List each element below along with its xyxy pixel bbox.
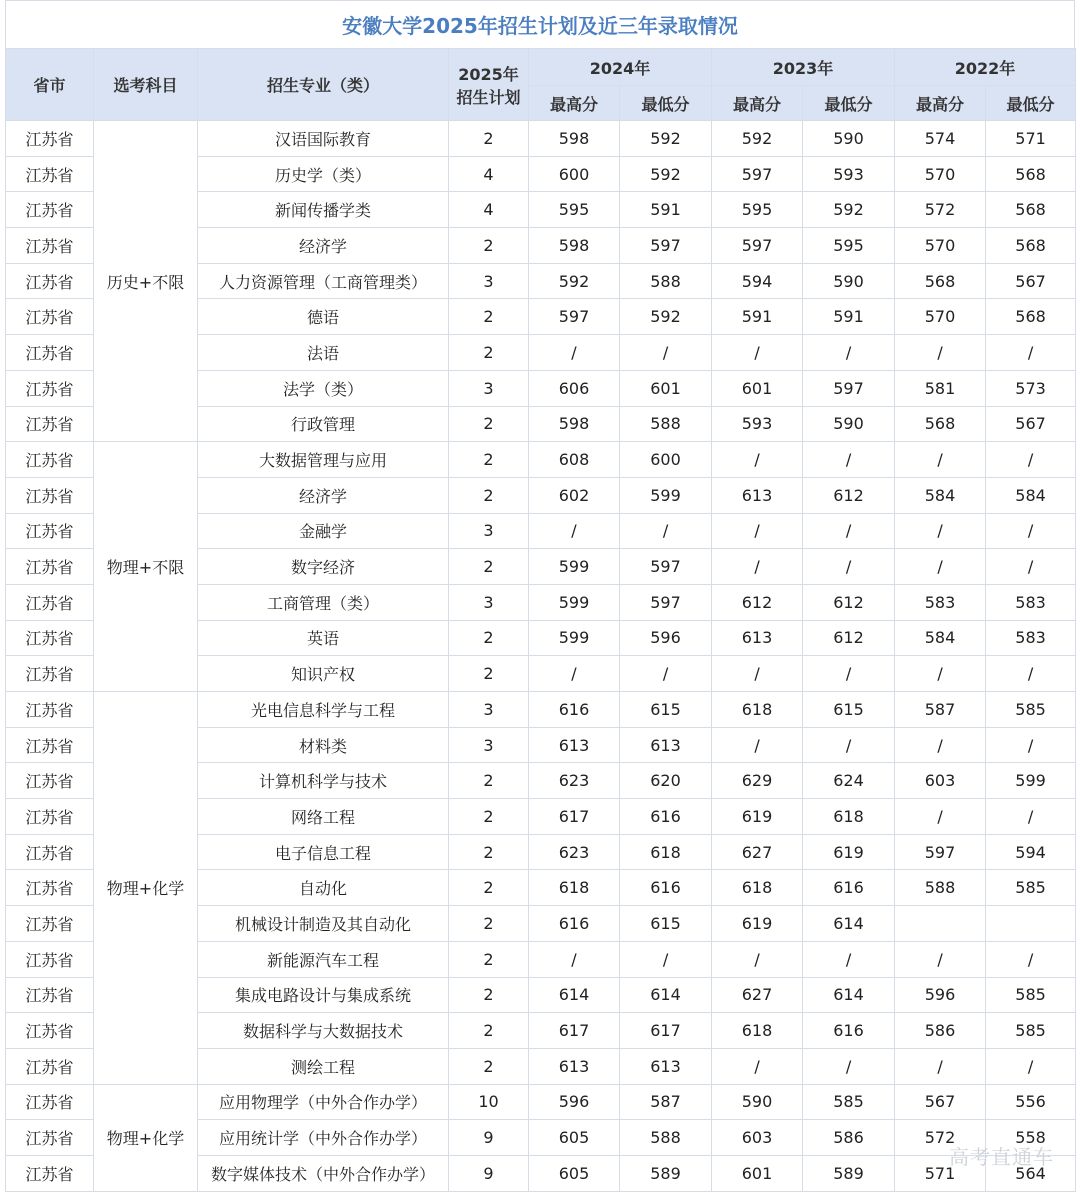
plan-cell: 2 (449, 228, 529, 264)
score-cell: / (620, 513, 712, 549)
score-cell: 616 (620, 870, 712, 906)
score-cell: 567 (986, 263, 1076, 299)
score-cell: / (986, 727, 1076, 763)
header-max: 最高分 (712, 86, 803, 121)
score-cell: / (712, 335, 803, 371)
major-cell: 英语 (198, 620, 449, 656)
score-cell: / (620, 941, 712, 977)
score-cell: 615 (620, 692, 712, 728)
score-cell: / (895, 941, 986, 977)
score-cell: / (712, 513, 803, 549)
plan-cell: 10 (449, 1084, 529, 1120)
plan-cell: 2 (449, 477, 529, 513)
page-title: 安徽大学2025年招生计划及近三年录取情况 (5, 0, 1075, 48)
plan-cell: 2 (449, 442, 529, 478)
score-cell: 588 (620, 406, 712, 442)
plan-cell: 3 (449, 370, 529, 406)
score-cell: 596 (529, 1084, 620, 1120)
score-cell: 614 (529, 977, 620, 1013)
province-cell: 江苏省 (6, 906, 94, 942)
province-cell: 江苏省 (6, 513, 94, 549)
table-row (6, 442, 1076, 478)
score-cell: 600 (529, 156, 620, 192)
score-cell: 614 (803, 977, 895, 1013)
header-major: 招生专业（类） (198, 49, 449, 121)
score-cell: 615 (620, 906, 712, 942)
score-cell: 619 (803, 834, 895, 870)
score-cell: 583 (895, 584, 986, 620)
score-cell: 602 (529, 477, 620, 513)
score-cell: 592 (712, 121, 803, 157)
score-cell: 624 (803, 763, 895, 799)
score-cell: / (529, 656, 620, 692)
score-cell: 597 (712, 228, 803, 264)
table-row (6, 1084, 1076, 1120)
province-cell: 江苏省 (6, 834, 94, 870)
score-cell: / (895, 799, 986, 835)
province-cell: 江苏省 (6, 442, 94, 478)
score-cell: 571 (986, 121, 1076, 157)
score-cell: 585 (986, 977, 1076, 1013)
score-cell: 567 (895, 1084, 986, 1120)
score-cell: 617 (529, 1013, 620, 1049)
score-cell: / (986, 941, 1076, 977)
score-cell: 597 (620, 228, 712, 264)
header-province: 省市 (6, 49, 94, 121)
score-cell: 592 (620, 121, 712, 157)
score-cell: 597 (712, 156, 803, 192)
major-cell: 新能源汽车工程 (198, 941, 449, 977)
score-cell: 568 (986, 299, 1076, 335)
score-cell: / (986, 656, 1076, 692)
score-cell: / (986, 335, 1076, 371)
score-cell: / (803, 335, 895, 371)
province-cell: 江苏省 (6, 1155, 94, 1191)
table-body (6, 121, 1076, 1192)
plan-cell: 4 (449, 192, 529, 228)
province-cell: 江苏省 (6, 727, 94, 763)
score-cell: / (803, 1048, 895, 1084)
score-cell: 568 (895, 406, 986, 442)
province-cell: 江苏省 (6, 477, 94, 513)
score-cell: 574 (895, 121, 986, 157)
score-cell: / (803, 513, 895, 549)
score-cell: 595 (529, 192, 620, 228)
score-cell: 592 (529, 263, 620, 299)
score-cell: 586 (895, 1013, 986, 1049)
score-cell: / (895, 442, 986, 478)
plan-cell: 3 (449, 263, 529, 299)
score-cell: 612 (803, 477, 895, 513)
score-cell: 594 (712, 263, 803, 299)
major-cell: 集成电路设计与集成系统 (198, 977, 449, 1013)
score-cell: 585 (803, 1084, 895, 1120)
province-cell: 江苏省 (6, 870, 94, 906)
province-cell: 江苏省 (6, 156, 94, 192)
score-cell: 616 (620, 799, 712, 835)
score-cell: 586 (803, 1120, 895, 1156)
major-cell: 新闻传播学类 (198, 192, 449, 228)
score-cell: / (803, 656, 895, 692)
plan-cell: 2 (449, 870, 529, 906)
score-cell: 612 (712, 584, 803, 620)
table-row (6, 121, 1076, 157)
score-cell: 568 (986, 156, 1076, 192)
score-cell: 590 (803, 263, 895, 299)
major-cell: 计算机科学与技术 (198, 763, 449, 799)
score-cell: 593 (803, 156, 895, 192)
province-cell: 江苏省 (6, 584, 94, 620)
score-cell: 568 (986, 228, 1076, 264)
score-cell: / (986, 549, 1076, 585)
score-cell: 603 (895, 763, 986, 799)
score-cell: 590 (803, 121, 895, 157)
province-cell: 江苏省 (6, 1013, 94, 1049)
score-cell: 590 (803, 406, 895, 442)
score-cell: / (895, 656, 986, 692)
score-cell: 588 (620, 1120, 712, 1156)
score-cell: 598 (529, 121, 620, 157)
province-cell: 江苏省 (6, 335, 94, 371)
score-cell: 597 (803, 370, 895, 406)
score-cell: / (986, 799, 1076, 835)
score-cell: 599 (986, 763, 1076, 799)
score-cell: 613 (620, 1048, 712, 1084)
score-cell: 608 (529, 442, 620, 478)
plan-cell: 2 (449, 656, 529, 692)
major-cell: 自动化 (198, 870, 449, 906)
score-cell: 616 (803, 1013, 895, 1049)
province-cell: 江苏省 (6, 299, 94, 335)
score-cell: 613 (712, 620, 803, 656)
major-cell: 材料类 (198, 727, 449, 763)
province-cell: 江苏省 (6, 1120, 94, 1156)
plan-cell: 2 (449, 121, 529, 157)
score-cell: 585 (986, 870, 1076, 906)
score-cell: 613 (620, 727, 712, 763)
score-cell: / (803, 727, 895, 763)
header-plan (449, 49, 529, 121)
score-cell: 568 (895, 263, 986, 299)
score-cell: 597 (620, 549, 712, 585)
score-cell: 587 (895, 692, 986, 728)
score-cell: 573 (986, 370, 1076, 406)
score-cell: 598 (529, 228, 620, 264)
plan-cell: 2 (449, 834, 529, 870)
subject-cell: 物理+化学 (94, 692, 198, 1085)
province-cell: 江苏省 (6, 620, 94, 656)
score-cell: 620 (620, 763, 712, 799)
score-cell: 601 (712, 370, 803, 406)
score-cell: / (712, 656, 803, 692)
table-row (6, 692, 1076, 728)
plan-cell: 2 (449, 941, 529, 977)
score-cell: 567 (986, 406, 1076, 442)
plan-cell: 3 (449, 727, 529, 763)
score-cell: 614 (620, 977, 712, 1013)
plan-cell: 2 (449, 763, 529, 799)
score-cell: 616 (529, 906, 620, 942)
score-cell (986, 906, 1076, 942)
major-cell: 德语 (198, 299, 449, 335)
subject-cell: 历史+不限 (94, 121, 198, 442)
header-max: 最高分 (529, 86, 620, 121)
score-cell: 594 (986, 834, 1076, 870)
score-cell: 618 (712, 1013, 803, 1049)
header-min: 最低分 (620, 86, 712, 121)
header-year-2022: 2022年 (895, 49, 1076, 86)
province-cell: 江苏省 (6, 799, 94, 835)
score-cell: 583 (986, 620, 1076, 656)
plan-cell: 3 (449, 692, 529, 728)
score-cell: 629 (712, 763, 803, 799)
major-cell: 经济学 (198, 228, 449, 264)
province-cell: 江苏省 (6, 977, 94, 1013)
plan-cell: 2 (449, 406, 529, 442)
score-cell: 599 (529, 549, 620, 585)
score-cell: 590 (712, 1084, 803, 1120)
score-cell: / (620, 656, 712, 692)
score-cell: 627 (712, 834, 803, 870)
score-cell: 596 (895, 977, 986, 1013)
score-cell: 606 (529, 370, 620, 406)
score-cell: 617 (620, 1013, 712, 1049)
major-cell: 测绘工程 (198, 1048, 449, 1084)
major-cell: 知识产权 (198, 656, 449, 692)
major-cell: 大数据管理与应用 (198, 442, 449, 478)
score-cell: 614 (803, 906, 895, 942)
province-cell: 江苏省 (6, 941, 94, 977)
score-cell: 572 (895, 192, 986, 228)
score-cell: 596 (620, 620, 712, 656)
plan-cell: 2 (449, 299, 529, 335)
score-cell: 598 (529, 406, 620, 442)
province-cell: 江苏省 (6, 370, 94, 406)
header-year-2024: 2024年 (529, 49, 712, 86)
score-cell: 592 (620, 299, 712, 335)
score-cell: / (986, 513, 1076, 549)
score-cell: 618 (529, 870, 620, 906)
score-cell: / (986, 1048, 1076, 1084)
province-cell: 江苏省 (6, 656, 94, 692)
score-cell: 585 (986, 1013, 1076, 1049)
score-cell: 618 (620, 834, 712, 870)
score-cell: 627 (712, 977, 803, 1013)
score-cell: 605 (529, 1120, 620, 1156)
score-cell: / (895, 513, 986, 549)
province-cell: 江苏省 (6, 121, 94, 157)
score-cell: 584 (986, 477, 1076, 513)
score-cell: / (895, 549, 986, 585)
score-cell: 616 (803, 870, 895, 906)
score-cell: 599 (620, 477, 712, 513)
score-cell (895, 906, 986, 942)
score-cell: 593 (712, 406, 803, 442)
province-cell: 江苏省 (6, 192, 94, 228)
plan-cell: 2 (449, 977, 529, 1013)
major-cell: 数字媒体技术（中外合作办学） (198, 1155, 449, 1191)
plan-cell: 2 (449, 1048, 529, 1084)
score-cell: 570 (895, 228, 986, 264)
score-cell: / (712, 941, 803, 977)
admission-table (5, 48, 1076, 1192)
score-cell: / (986, 442, 1076, 478)
plan-cell: 2 (449, 549, 529, 585)
score-cell: 564 (986, 1155, 1076, 1191)
score-cell: 615 (803, 692, 895, 728)
score-cell: 584 (895, 620, 986, 656)
province-cell: 江苏省 (6, 1048, 94, 1084)
score-cell: 618 (803, 799, 895, 835)
header-plan-line1: 2025年 (458, 64, 519, 84)
score-cell: 623 (529, 834, 620, 870)
major-cell: 金融学 (198, 513, 449, 549)
subject-cell: 物理+不限 (94, 442, 198, 692)
score-cell: / (620, 335, 712, 371)
plan-cell: 2 (449, 620, 529, 656)
score-cell: 612 (803, 620, 895, 656)
major-cell: 工商管理（类） (198, 584, 449, 620)
score-cell: 568 (986, 192, 1076, 228)
plan-cell: 2 (449, 906, 529, 942)
header-year-2023: 2023年 (712, 49, 895, 86)
score-cell: / (712, 549, 803, 585)
score-cell: 585 (986, 692, 1076, 728)
header-subject: 选考科目 (94, 49, 198, 121)
major-cell: 电子信息工程 (198, 834, 449, 870)
score-cell: / (712, 442, 803, 478)
score-cell: 597 (620, 584, 712, 620)
score-cell: 587 (620, 1084, 712, 1120)
score-cell: 571 (895, 1155, 986, 1191)
watermark: 高考直通车 (949, 1145, 1054, 1169)
score-cell: 581 (895, 370, 986, 406)
major-cell: 人力资源管理（工商管理类） (198, 263, 449, 299)
score-cell: / (529, 513, 620, 549)
score-cell: / (895, 335, 986, 371)
score-cell: 591 (620, 192, 712, 228)
score-cell: 592 (620, 156, 712, 192)
score-cell: 589 (620, 1155, 712, 1191)
score-cell: 599 (529, 620, 620, 656)
plan-cell: 2 (449, 1013, 529, 1049)
score-cell: 589 (803, 1155, 895, 1191)
header-min: 最低分 (986, 86, 1076, 121)
score-cell: / (803, 442, 895, 478)
province-cell: 江苏省 (6, 1084, 94, 1120)
plan-cell: 9 (449, 1155, 529, 1191)
score-cell: / (529, 335, 620, 371)
score-cell: 619 (712, 906, 803, 942)
score-cell: 588 (620, 263, 712, 299)
score-cell: 617 (529, 799, 620, 835)
score-cell: 605 (529, 1155, 620, 1191)
major-cell: 数字经济 (198, 549, 449, 585)
major-cell: 应用物理学（中外合作办学） (198, 1084, 449, 1120)
major-cell: 经济学 (198, 477, 449, 513)
major-cell: 机械设计制造及其自动化 (198, 906, 449, 942)
province-cell: 江苏省 (6, 228, 94, 264)
subject-cell: 物理+化学 (94, 1084, 198, 1191)
plan-cell: 4 (449, 156, 529, 192)
score-cell: 613 (529, 1048, 620, 1084)
header-plan-line2: 招生计划 (456, 87, 521, 107)
province-cell: 江苏省 (6, 263, 94, 299)
score-cell: 619 (712, 799, 803, 835)
major-cell: 光电信息科学与工程 (198, 692, 449, 728)
province-cell: 江苏省 (6, 692, 94, 728)
score-cell: 597 (895, 834, 986, 870)
score-cell: / (895, 727, 986, 763)
score-cell: 558 (986, 1120, 1076, 1156)
province-cell: 江苏省 (6, 406, 94, 442)
score-cell: 601 (712, 1155, 803, 1191)
score-cell: 613 (712, 477, 803, 513)
major-cell: 法学（类） (198, 370, 449, 406)
score-cell: 595 (803, 228, 895, 264)
score-cell: 572 (895, 1120, 986, 1156)
header-max: 最高分 (895, 86, 986, 121)
score-cell: 556 (986, 1084, 1076, 1120)
major-cell: 行政管理 (198, 406, 449, 442)
major-cell: 历史学（类） (198, 156, 449, 192)
plan-cell: 3 (449, 584, 529, 620)
major-cell: 应用统计学（中外合作办学） (198, 1120, 449, 1156)
score-cell: 601 (620, 370, 712, 406)
score-cell: / (712, 727, 803, 763)
score-cell: 595 (712, 192, 803, 228)
plan-cell: 2 (449, 335, 529, 371)
score-cell: 583 (986, 584, 1076, 620)
score-cell: / (803, 941, 895, 977)
score-cell: 613 (529, 727, 620, 763)
major-cell: 汉语国际教育 (198, 121, 449, 157)
score-cell: 599 (529, 584, 620, 620)
province-cell: 江苏省 (6, 763, 94, 799)
major-cell: 数据科学与大数据技术 (198, 1013, 449, 1049)
score-cell: 597 (529, 299, 620, 335)
score-cell: 616 (529, 692, 620, 728)
score-cell: 591 (803, 299, 895, 335)
province-cell: 江苏省 (6, 549, 94, 585)
major-cell: 网络工程 (198, 799, 449, 835)
score-cell: 618 (712, 692, 803, 728)
header-min: 最低分 (803, 86, 895, 121)
score-cell: 600 (620, 442, 712, 478)
score-cell: / (895, 1048, 986, 1084)
score-cell: 584 (895, 477, 986, 513)
score-cell: 570 (895, 156, 986, 192)
score-cell: / (803, 549, 895, 585)
score-cell: 603 (712, 1120, 803, 1156)
score-cell: / (712, 1048, 803, 1084)
plan-cell: 3 (449, 513, 529, 549)
score-cell: 570 (895, 299, 986, 335)
plan-cell: 2 (449, 799, 529, 835)
score-cell: / (529, 941, 620, 977)
score-cell: 623 (529, 763, 620, 799)
score-cell: 618 (712, 870, 803, 906)
score-cell: 612 (803, 584, 895, 620)
score-cell: 588 (895, 870, 986, 906)
major-cell: 法语 (198, 335, 449, 371)
score-cell: 592 (803, 192, 895, 228)
plan-cell: 9 (449, 1120, 529, 1156)
score-cell: 591 (712, 299, 803, 335)
